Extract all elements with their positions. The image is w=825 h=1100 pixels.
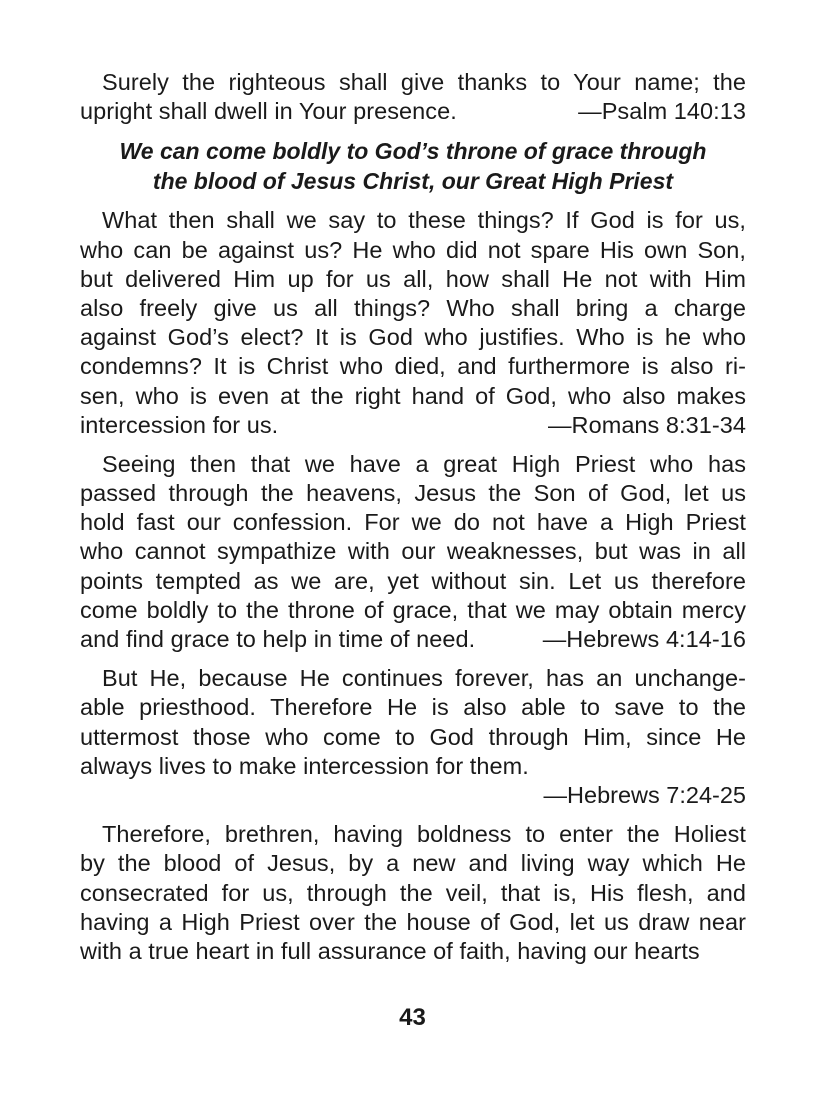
text-line xyxy=(80,879,746,908)
text-line xyxy=(80,382,746,411)
text-line xyxy=(80,596,746,625)
line-text: who cannot sympathize with our weaknesses, but was in all xyxy=(80,538,746,565)
text-line xyxy=(80,206,746,235)
line-text: who can be against us? He who did not spare His own Son, xyxy=(80,236,746,263)
block-gap xyxy=(80,810,746,820)
line-text: always lives to make intercession for them. xyxy=(80,752,529,779)
line-text: condemns? It is Christ who died, and furthermore is also ri- xyxy=(80,353,746,380)
line-text: able priesthood. Therefore He is also able to save to the xyxy=(80,694,746,721)
line-text: with a true heart in full assurance of faith, having our hearts xyxy=(80,937,700,964)
text-line xyxy=(80,411,746,440)
page-body xyxy=(80,68,746,966)
scripture-paragraph xyxy=(80,206,746,440)
text-line xyxy=(80,236,746,265)
text-line xyxy=(80,664,746,693)
line-text: uttermost those who come to God through Him, since He xyxy=(80,723,746,750)
line-text: by the blood of Jesus, by a new and living way which He xyxy=(80,850,746,877)
text-line xyxy=(80,479,746,508)
line-text: hold fast our confession. For we do not have a High Priest xyxy=(80,509,746,536)
text-line xyxy=(80,68,746,97)
line-text: passed through the heavens, Jesus the Son of God, let us xyxy=(80,480,746,507)
line-text: Seeing then that we have a great High Priest who has xyxy=(102,450,746,477)
scripture-paragraph xyxy=(80,450,746,654)
block-gap xyxy=(80,196,746,206)
text-line xyxy=(80,265,746,294)
text-line xyxy=(80,508,746,537)
line-text: but delivered Him up for us all, how shall He not with Him xyxy=(80,265,746,292)
text-line xyxy=(80,352,746,381)
line-text: points tempted as we are, yet without sin. Let us therefore xyxy=(80,567,746,594)
heading-line: the blood of Jesus Christ, our Great High Priest xyxy=(152,168,674,195)
scripture-reference: —Psalm 140:13 xyxy=(578,98,746,125)
line-text: also freely give us all things? Who shall bring a charge xyxy=(80,294,746,321)
scripture-reference: —Hebrews 4:14-16 xyxy=(542,626,746,652)
line-text: sen, who is even at the right hand of God, who also makes xyxy=(80,382,746,409)
text-line xyxy=(80,693,746,722)
text-line xyxy=(80,97,746,126)
line-text: What then shall we say to these things? If God is for us, xyxy=(102,207,746,234)
page-number: 43 xyxy=(399,1004,426,1031)
text-line xyxy=(80,937,746,966)
text-line xyxy=(80,752,746,781)
text-line xyxy=(80,294,746,323)
text-line xyxy=(80,849,746,878)
text-line xyxy=(80,450,746,479)
block-gap xyxy=(80,654,746,664)
line-text: come boldly to the throne of grace, that we may obtain mercy xyxy=(80,596,746,623)
line-text: and find grace to help in time of need. xyxy=(80,626,476,652)
block-gap xyxy=(80,440,746,450)
scripture-reference: —Hebrews 7:24-25 xyxy=(543,781,746,808)
scripture-reference: —Romans 8:31-34 xyxy=(548,411,746,438)
section-heading xyxy=(80,136,746,196)
line-text: Surely the righteous shall give thanks to Your name; the xyxy=(102,69,746,95)
line-text: But He, because He continues forever, has an unchange- xyxy=(102,665,746,692)
text-line xyxy=(80,820,746,849)
line-text: upright shall dwell in Your presence. xyxy=(80,98,457,125)
block-gap xyxy=(80,126,746,136)
scripture-paragraph xyxy=(80,664,746,810)
line-text: consecrated for us, through the veil, that is, His flesh, and xyxy=(80,879,746,906)
text-line xyxy=(80,537,746,566)
text-line xyxy=(80,323,746,352)
line-text: against God’s elect? It is God who justifies. Who is he who xyxy=(80,324,746,351)
line-text: intercession for us. xyxy=(80,411,279,438)
text-line xyxy=(80,908,746,937)
text-line xyxy=(80,723,746,752)
heading-line: We can come boldly to God’s throne of grace through xyxy=(119,138,707,165)
scripture-paragraph xyxy=(80,68,746,126)
text-line xyxy=(80,625,746,654)
scripture-paragraph xyxy=(80,820,746,966)
line-text: having a High Priest over the house of God, let us draw near xyxy=(80,908,746,935)
text-line xyxy=(80,567,746,596)
line-text: Therefore, brethren, having boldness to enter the Holiest xyxy=(102,821,746,848)
